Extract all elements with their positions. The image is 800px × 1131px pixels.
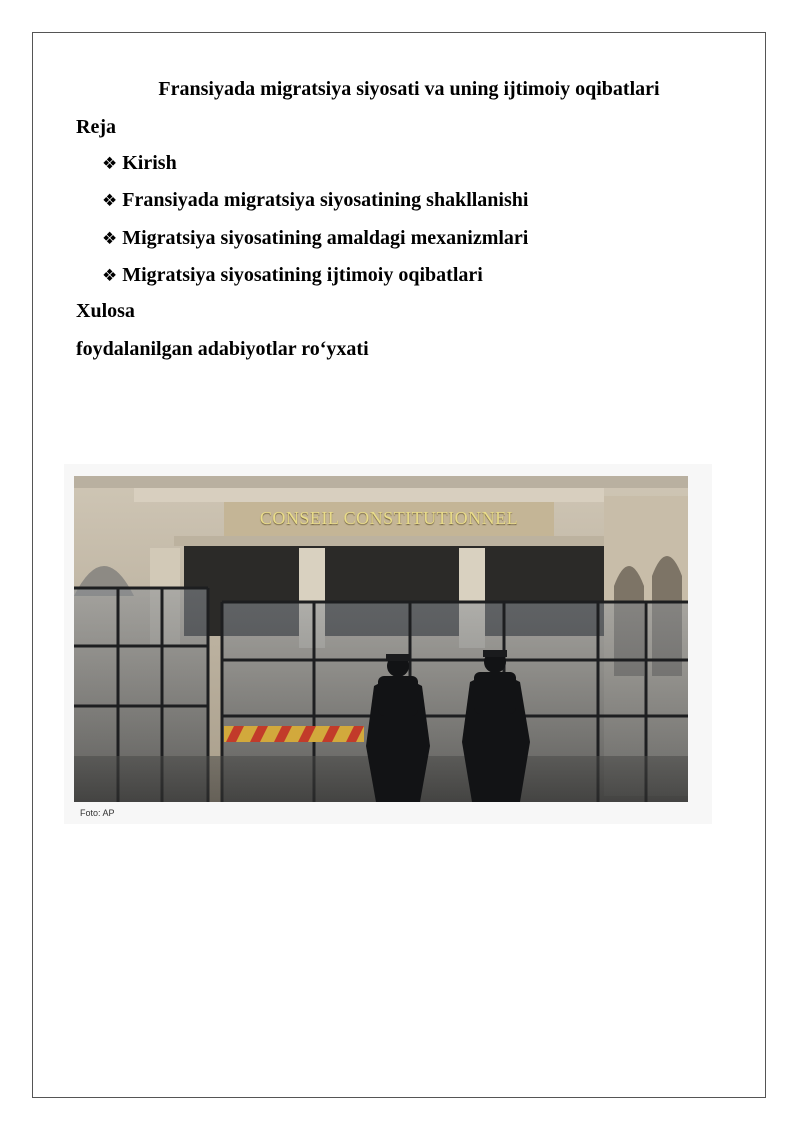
bullet-diamond-icon: ❖	[102, 191, 118, 211]
bullet-diamond-icon: ❖	[102, 266, 118, 286]
photo-caption: Foto: AP	[80, 808, 115, 818]
photo-figure	[64, 464, 712, 824]
bullet-diamond-icon: ❖	[102, 154, 118, 174]
document-title: Fransiyada migratsiya siyosati va uning ijtimoiy oqibatlari	[158, 78, 660, 100]
plan-item-label: Migratsiya siyosatining amaldagi mexanizmlari	[122, 227, 529, 249]
plan-item	[102, 187, 528, 214]
bullet-diamond-icon: ❖	[102, 229, 118, 249]
plan-item-label: Migratsiya siyosatining ijtimoiy oqibatlari	[122, 264, 483, 286]
references-heading: foydalanilgan adabiyotlar ro‘yxati	[76, 338, 369, 360]
plan-item-label: Fransiyada migratsiya siyosatining shakllanishi	[122, 189, 529, 211]
plan-item	[102, 225, 528, 252]
plan-heading: Reja	[76, 116, 116, 138]
plan-item	[102, 150, 177, 177]
plan-item-label: Kirish	[122, 152, 177, 174]
building-sign: CONSEIL CONSTITUTIONNEL	[259, 508, 519, 528]
news-photo	[74, 476, 688, 802]
plan-item	[102, 262, 483, 289]
conclusion-heading: Xulosa	[76, 300, 135, 322]
